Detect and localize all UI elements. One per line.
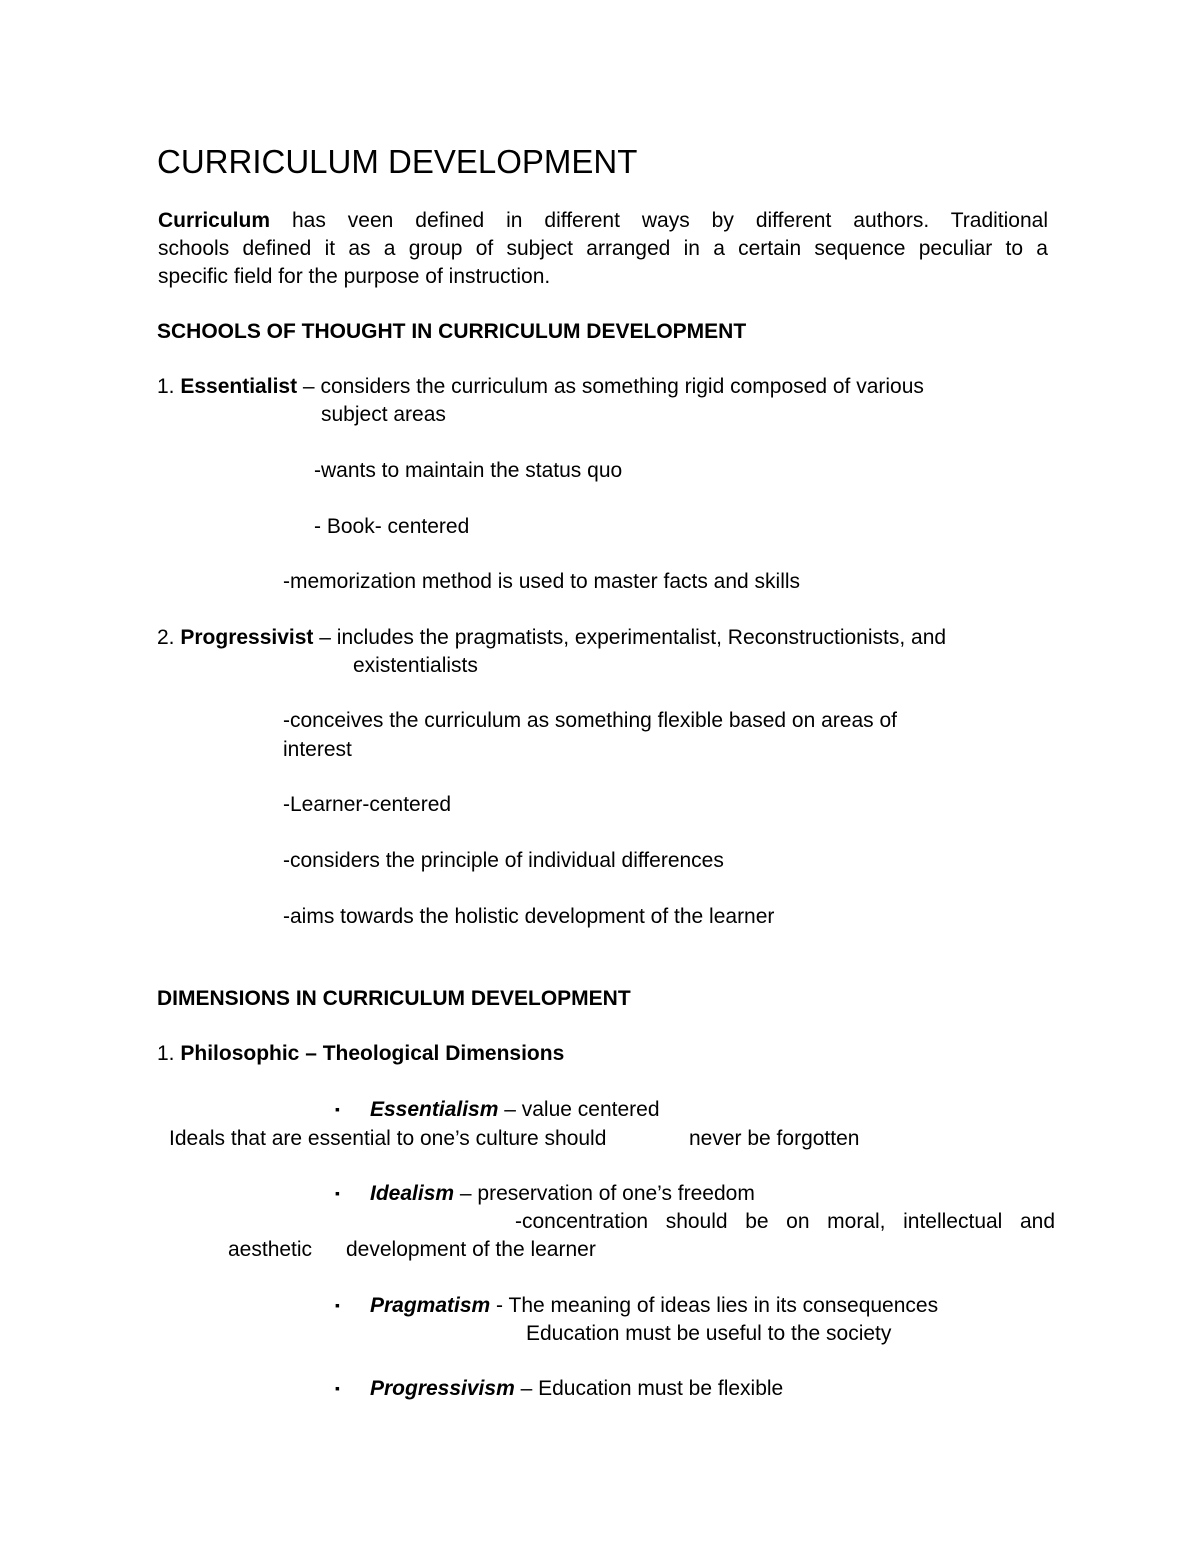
intro-line-1-text: has veen defined in different ways by different authors. Traditional xyxy=(270,209,1048,232)
dimension-item xyxy=(157,1040,564,1068)
essentialism-term: Essentialism xyxy=(370,1098,499,1121)
progressivist-point: -Learner-centered xyxy=(283,793,452,816)
pragmatism-detail: Education must be useful to the society xyxy=(526,1322,892,1345)
progressivist-term: Progressivist xyxy=(180,626,314,649)
essentialist-term: Essentialist xyxy=(180,375,298,398)
idealism-detail-continued-a: aesthetic xyxy=(228,1238,313,1261)
essentialism-item xyxy=(370,1096,660,1124)
intro-line-1 xyxy=(158,207,1048,235)
schools-heading: SCHOOLS OF THOUGHT IN CURRICULUM DEVELOPMENT xyxy=(157,320,747,343)
bullet-icon: ▪ xyxy=(335,1185,340,1201)
bullet-icon: ▪ xyxy=(335,1297,340,1313)
intro-term: Curriculum xyxy=(158,209,271,232)
progressivist-point-continued: interest xyxy=(283,738,352,761)
bullet-icon: ▪ xyxy=(335,1101,340,1117)
dimension-term: Philosophic – Theological Dimensions xyxy=(180,1042,565,1065)
essentialist-desc: – considers the curriculum as something rigid composed of various xyxy=(297,375,924,398)
idealism-item xyxy=(370,1180,755,1208)
essentialist-point: -wants to maintain the status quo xyxy=(314,459,623,482)
essentialist-point: - Book- centered xyxy=(314,515,470,538)
progressivist-desc-continued: existentialists xyxy=(353,654,478,677)
progressivist-point: -aims towards the holistic development of the learner xyxy=(283,905,775,928)
idealism-detail-continued-b: development of the learner xyxy=(346,1238,596,1261)
progressivist-desc: – includes the pragmatists, experimentalist, Reconstructionists, and xyxy=(313,626,947,649)
essentialism-detail-a: Ideals that are essential to one’s culture should xyxy=(169,1127,607,1150)
idealism-detail: -concentration should be on moral, intellectual and xyxy=(515,1210,1055,1233)
intro-line-3: specific field for the purpose of instruction. xyxy=(158,265,551,288)
dimension-number: 1. xyxy=(157,1042,181,1065)
idealism-desc: – preservation of one’s freedom xyxy=(454,1182,755,1205)
progressivist-point: -considers the principle of individual differences xyxy=(283,849,724,872)
pragmatism-term: Pragmatism xyxy=(370,1294,491,1317)
idealism-term: Idealism xyxy=(370,1182,455,1205)
essentialist-point: -memorization method is used to master facts and skills xyxy=(283,570,801,593)
dimensions-heading: DIMENSIONS IN CURRICULUM DEVELOPMENT xyxy=(157,987,631,1010)
progressivist-point: -conceives the curriculum as something flexible based on areas of xyxy=(283,709,897,732)
document-title: CURRICULUM DEVELOPMENT xyxy=(157,143,638,180)
pragmatism-desc: - The meaning of ideas lies in its consequences xyxy=(490,1294,939,1317)
progressivist-number: 2. xyxy=(157,626,181,649)
bullet-icon: ▪ xyxy=(335,1380,340,1396)
progressivism-desc: – Education must be flexible xyxy=(514,1377,784,1400)
intro-line-2: schools defined it as a group of subject arranged in a certain sequence peculiar to a xyxy=(158,237,1048,260)
progressivist-item xyxy=(157,624,946,652)
progressivism-item xyxy=(370,1375,783,1403)
essentialist-item xyxy=(157,373,924,401)
essentialist-number: 1. xyxy=(157,375,181,398)
essentialism-detail-b: never be forgotten xyxy=(689,1127,860,1150)
essentialism-desc: – value centered xyxy=(498,1098,660,1121)
essentialist-desc-continued: subject areas xyxy=(321,403,446,426)
pragmatism-item xyxy=(370,1292,938,1320)
progressivism-term: Progressivism xyxy=(370,1377,515,1400)
